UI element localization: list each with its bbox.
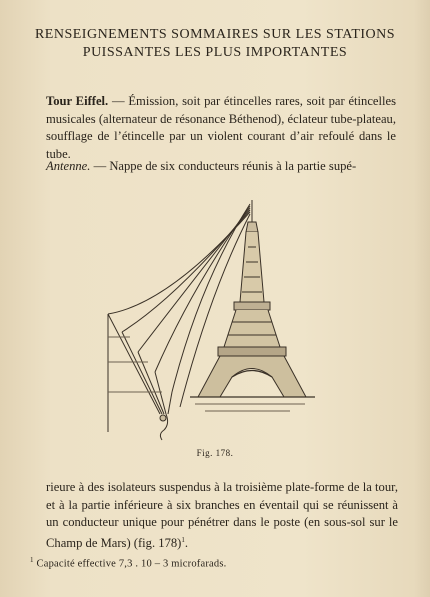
station-name: Tour Eiffel. [46,94,109,108]
figure-caption: Fig. 178. [196,448,234,458]
continuation-end: . [184,535,189,550]
page-edge-shadow [414,0,430,597]
antenna-label: Antenne. [46,159,91,173]
eiffel-tower-icon [100,192,330,447]
paragraph-antenna [46,158,396,176]
footnote [30,556,226,570]
antenna-text: — Nappe de six conducteurs réunis à la partie supé- [90,159,357,173]
paragraph-continuation [46,479,398,552]
page-title-line-2: PUISSANTES LES PLUS IMPORTANTES [82,45,348,60]
footnote-reference: 1 [181,535,185,544]
eiffel-tower-antenna-illustration [100,192,330,447]
emission-text: — Émission, soit par étincelles rares, soit par étincelles musicales (alternateur de résonance Béthenod), éclateur tube-plateau, soufflage de l’étincelle par un violent courant d’air refoulé dans le tube. [46,94,396,161]
footnote-text: Capacité effective 7,3 . 10 – 3 microfarads. [33,558,227,570]
page-title-line-1: RENSEIGNEMENTS SOMMAIRES SUR LES STATIONS [34,27,396,42]
footnote-marker: 1 [30,556,34,564]
continuation-text: rieure à des isolateurs suspendus à la troisième plate-forme de la tour, et à la partie inférieure à six branches en éventail qui se réunissent à un conducteur unique pour pénétrer dans le poste (en sous-sol sur le Champ de Mars) (fig. 178) [46,480,398,550]
paragraph-emission [46,93,396,163]
